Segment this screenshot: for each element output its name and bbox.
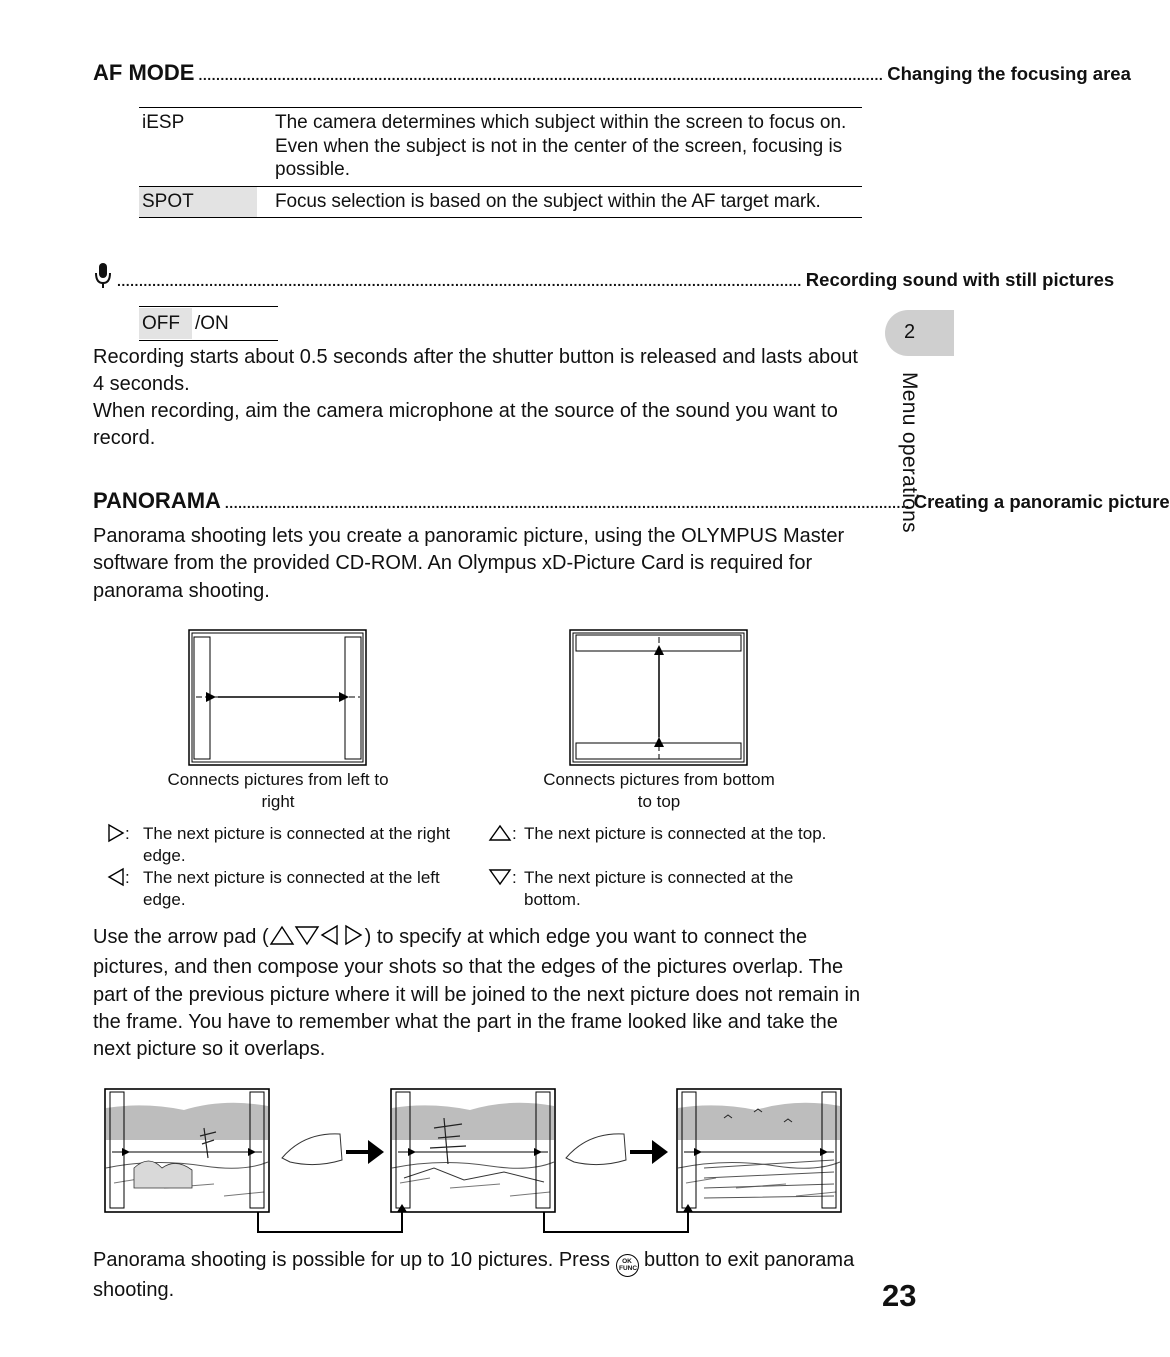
legend-colon: :	[512, 824, 517, 843]
left-to-right-diagram	[188, 629, 368, 767]
bottom-to-top-diagram	[569, 629, 749, 767]
panorama-sequence-illustration	[104, 1088, 844, 1236]
chapter-number: 2	[904, 321, 916, 343]
legend-right: The next picture is connected at the right edge.	[143, 824, 451, 865]
panorama-subtitle: Creating a panoramic picture	[913, 491, 1170, 512]
legend-colon: :	[125, 868, 130, 887]
sound-subtitle: Recording sound with still pictures	[805, 269, 1115, 290]
af-mode-subtitle: Changing the focusing area	[887, 63, 1131, 84]
bottom-to-top-caption: Connects pictures from bottom to top	[543, 770, 775, 811]
panorama-outro	[93, 1247, 868, 1304]
af-value-spot: Focus selection is based on the subject within the AF target mark.	[275, 190, 821, 212]
af-mode-table	[139, 107, 862, 218]
arrow-left-outline-icon	[106, 867, 126, 887]
legend-top: The next picture is connected at the top.	[524, 824, 827, 843]
af-mode-title: AF MODE	[93, 60, 195, 85]
chapter-tab	[885, 310, 954, 356]
af-key-iesp: iESP	[142, 112, 185, 133]
outro-text-after: button to exit panorama shooting.	[93, 1249, 855, 1301]
legend-left: The next picture is connected at the left edge.	[143, 868, 440, 909]
ok-func-label: OK FUNC	[619, 1258, 638, 1272]
arrow-right-outline-icon	[106, 823, 126, 843]
arrow-pad-icons	[269, 924, 365, 954]
ok-func-button-icon	[616, 1254, 639, 1277]
table-row	[139, 108, 862, 187]
option-off: OFF	[139, 308, 192, 339]
leader-dots: ............................................................................................................................................................	[198, 67, 884, 83]
leader-dots: ............................................................................................................................................................	[117, 273, 802, 289]
sound-paragraph-2: When recording, aim the camera microphone at the source of the sound you want to record.	[93, 400, 838, 450]
arrow-pad-text-before: Use the arrow pad (	[93, 926, 269, 948]
outro-text-before: Panorama shooting is possible for up to 10 pictures. Press	[93, 1249, 616, 1271]
page-number: 23	[882, 1278, 917, 1313]
sound-paragraph-1: Recording starts about 0.5 seconds after the shutter button is released and lasts about 4 seconds.	[93, 346, 858, 396]
arrow-pad-paragraph	[93, 924, 868, 1063]
left-to-right-caption: Connects pictures from left to right	[167, 770, 389, 811]
sound-option-box	[139, 306, 278, 341]
arrow-up-outline-icon	[488, 823, 512, 843]
af-key-spot: SPOT	[139, 186, 257, 218]
panorama-title: PANORAMA	[93, 488, 221, 513]
panorama-heading	[93, 488, 1170, 514]
option-on: /ON	[195, 313, 229, 334]
legend-colon: :	[125, 824, 130, 843]
sound-heading	[93, 258, 1115, 291]
table-row	[139, 186, 862, 218]
chapter-label: Menu operations	[898, 372, 921, 533]
arrow-down-outline-icon	[488, 867, 512, 887]
leader-dots: ............................................................................................................................................................	[224, 495, 910, 511]
panorama-intro: Panorama shooting lets you create a panoramic picture, using the OLYMPUS Master software from the provided CD-ROM. An Olympus xD-Picture Card is required for panorama shooting.	[93, 525, 845, 602]
af-mode-heading	[93, 60, 1131, 86]
af-value-iesp: The camera determines which subject within the screen to focus on. Even when the subject is not in the center of the screen, focusing is possible.	[275, 112, 847, 180]
legend-colon: :	[512, 868, 517, 887]
microphone-icon	[93, 262, 113, 290]
arrow-pad-text-after: ) to specify at which edge you want to connect the pictures, and then compose your shots so that the edges of the pictures overlap. The part of the previous picture where it will be joined to the next picture does not remain in the frame. You have to remember what the part in the frame looked like and take the next picture so it overlaps.	[93, 926, 861, 1061]
legend-bottom: The next picture is connected at the bottom.	[524, 868, 794, 909]
